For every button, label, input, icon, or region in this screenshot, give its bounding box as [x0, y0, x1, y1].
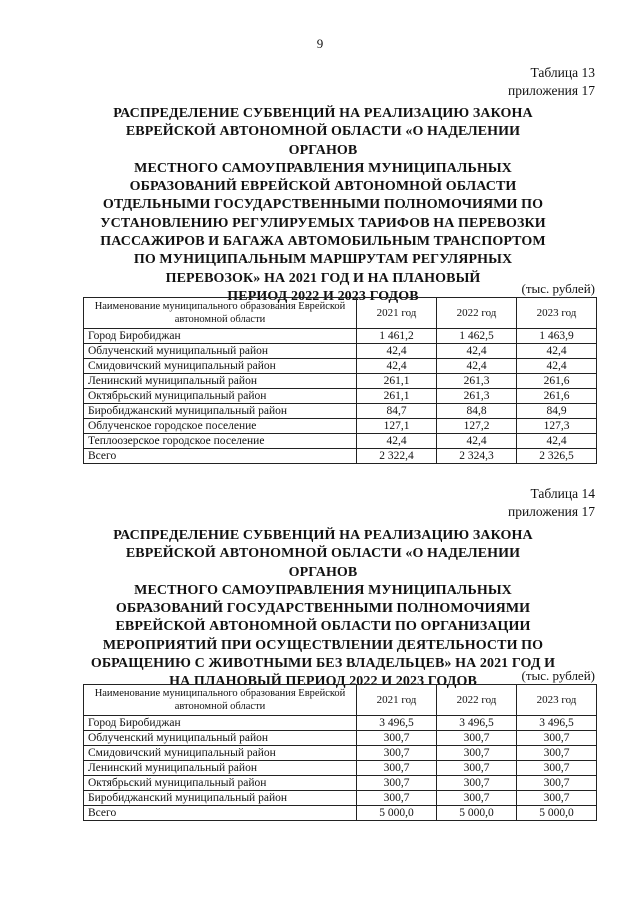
amount-cell: 5 000,0 [437, 806, 517, 821]
column-header-2021: 2021 год [357, 685, 437, 716]
amount-cell: 42,4 [517, 344, 597, 359]
column-header-2022: 2022 год [437, 298, 517, 329]
amount-cell: 2 324,3 [437, 449, 517, 464]
amount-cell: 1 463,9 [517, 329, 597, 344]
municipality-name-cell: Биробиджанский муниципальный район [84, 791, 357, 806]
amount-cell: 261,1 [357, 374, 437, 389]
title-line: ОБРАЗОВАНИЙ ЕВРЕЙСКОЙ АВТОНОМНОЙ ОБЛАСТИ [129, 179, 517, 195]
amount-cell: 5 000,0 [357, 806, 437, 821]
amount-cell: 42,4 [517, 434, 597, 449]
title-line: РАСПРЕДЕЛЕНИЕ СУБВЕНЦИЙ НА РЕАЛИЗАЦИЮ ЗАКОНА [113, 528, 533, 543]
table-row [84, 359, 597, 374]
table-row [84, 344, 597, 359]
column-header-2023: 2023 год [517, 685, 597, 716]
amount-cell: 42,4 [357, 344, 437, 359]
municipality-name-cell: Октябрьский муниципальный район [84, 389, 357, 404]
municipality-name-cell: Город Биробиджан [84, 716, 357, 731]
amount-cell: 3 496,5 [357, 716, 437, 731]
municipality-name-cell: Смидовичский муниципальный район [84, 359, 357, 374]
amount-cell: 300,7 [437, 776, 517, 791]
title-line: ЕВРЕЙСКОЙ АВТОНОМНОЙ ОБЛАСТИ «О НАДЕЛЕНИИ ОРГАНОВ [125, 124, 521, 158]
amount-cell: 84,8 [437, 404, 517, 419]
municipality-name-cell: Всего [84, 806, 357, 821]
municipality-name-cell: Смидовичский муниципальный район [84, 746, 357, 761]
amount-cell: 2 326,5 [517, 449, 597, 464]
amount-cell: 300,7 [357, 761, 437, 776]
table14-unit: (тыс. рублей) [521, 668, 595, 683]
title-line: ЕВРЕЙСКОЙ АВТОНОМНОЙ ОБЛАСТИ ПО ОРГАНИЗАЦИИ [115, 619, 531, 635]
amount-cell: 261,3 [437, 374, 517, 389]
table13-title [95, 105, 551, 306]
title-line: ОБРАЩЕНИЮ С ЖИВОТНЫМИ БЕЗ ВЛАДЕЛЬЦЕВ» НА 2021 ГОД И [90, 656, 556, 672]
table-row [84, 419, 597, 434]
amount-cell: 261,6 [517, 389, 597, 404]
title-line: ОБРАЗОВАНИЙ ГОСУДАРСТВЕННЫМИ ПОЛНОМОЧИЯМИ [115, 601, 531, 617]
table14-label: Таблица 14 [530, 486, 595, 501]
amount-cell: 1 462,5 [437, 329, 517, 344]
municipality-name-cell: Облученский муниципальный район [84, 731, 357, 746]
amount-cell: 127,3 [517, 419, 597, 434]
table13-reference [508, 64, 595, 100]
amount-cell: 42,4 [437, 344, 517, 359]
table-row [84, 374, 597, 389]
amount-cell: 300,7 [517, 746, 597, 761]
amount-cell: 127,1 [357, 419, 437, 434]
amount-cell: 300,7 [357, 791, 437, 806]
table14 [83, 684, 597, 821]
title-line: МЕСТНОГО САМОУПРАВЛЕНИЯ МУНИЦИПАЛЬНЫХ [134, 582, 512, 598]
table13-label: Таблица 13 [530, 65, 595, 80]
title-line: ПЕРИОД 2022 И 2023 ГОДОВ [227, 288, 419, 304]
municipality-name-cell: Облученское городское поселение [84, 419, 357, 434]
table-row [84, 746, 597, 761]
amount-cell: 300,7 [357, 776, 437, 791]
table-row [84, 806, 597, 821]
table-row [84, 761, 597, 776]
municipality-name-cell: Октябрьский муниципальный район [84, 776, 357, 791]
amount-cell: 300,7 [437, 746, 517, 761]
table-row [84, 791, 597, 806]
amount-cell: 300,7 [517, 761, 597, 776]
amount-cell: 5 000,0 [517, 806, 597, 821]
municipality-name-cell: Теплоозерское городское поселение [84, 434, 357, 449]
amount-cell: 127,2 [437, 419, 517, 434]
table-row [84, 716, 597, 731]
amount-cell: 261,1 [357, 389, 437, 404]
table-row [84, 389, 597, 404]
column-header-name: Наименование муниципального образования Еврейской автономной области [84, 298, 357, 329]
amount-cell: 261,6 [517, 374, 597, 389]
amount-cell: 42,4 [437, 434, 517, 449]
amount-cell: 42,4 [517, 359, 597, 374]
table-header-row [84, 685, 597, 716]
municipality-name-cell: Облученский муниципальный район [84, 344, 357, 359]
column-header-2021: 2021 год [357, 298, 437, 329]
municipality-name-cell: Город Биробиджан [84, 329, 357, 344]
title-line: УСТАНОВЛЕНИЮ РЕГУЛИРУЕМЫХ ТАРИФОВ НА ПЕРЕВОЗКИ [100, 215, 546, 231]
title-line: РАСПРЕДЕЛЕНИЕ СУБВЕНЦИЙ НА РЕАЛИЗАЦИЮ ЗАКОНА [113, 106, 533, 121]
table14-reference [508, 485, 595, 521]
table-row [84, 731, 597, 746]
amount-cell: 84,9 [517, 404, 597, 419]
amount-cell: 3 496,5 [517, 716, 597, 731]
table13 [83, 297, 597, 464]
column-header-name: Наименование муниципального образования Еврейской автономной области [84, 685, 357, 716]
amount-cell: 300,7 [357, 731, 437, 746]
amount-cell: 300,7 [437, 761, 517, 776]
title-line: ПЕРЕВОЗОК» НА 2021 ГОД И НА ПЛАНОВЫЙ [165, 270, 481, 286]
table-row [84, 449, 597, 464]
column-header-2023: 2023 год [517, 298, 597, 329]
table-header-row [84, 298, 597, 329]
amount-cell: 84,7 [357, 404, 437, 419]
title-line: МЕСТНОГО САМОУПРАВЛЕНИЯ МУНИЦИПАЛЬНЫХ [134, 160, 512, 176]
table14-title [90, 527, 556, 692]
table-row [84, 329, 597, 344]
amount-cell: 300,7 [517, 731, 597, 746]
amount-cell: 300,7 [437, 791, 517, 806]
table14-appendix: приложения 17 [507, 504, 595, 519]
amount-cell: 261,3 [437, 389, 517, 404]
amount-cell: 1 461,2 [357, 329, 437, 344]
column-header-2022: 2022 год [437, 685, 517, 716]
municipality-name-cell: Ленинский муниципальный район [84, 374, 357, 389]
title-line: ПО МУНИЦИПАЛЬНЫМ МАРШРУТАМ РЕГУЛЯРНЫХ [133, 252, 513, 268]
amount-cell: 300,7 [517, 791, 597, 806]
title-line: МЕРОПРИЯТИЙ ПРИ ОСУЩЕСТВЛЕНИИ ДЕЯТЕЛЬНОСТИ ПО [102, 637, 544, 653]
title-line: ЕВРЕЙСКОЙ АВТОНОМНОЙ ОБЛАСТИ «О НАДЕЛЕНИИ ОРГАНОВ [125, 546, 521, 580]
municipality-name-cell: Всего [84, 449, 357, 464]
amount-cell: 300,7 [437, 731, 517, 746]
municipality-name-cell: Биробиджанский муниципальный район [84, 404, 357, 419]
amount-cell: 2 322,4 [357, 449, 437, 464]
table13-unit: (тыс. рублей) [521, 281, 595, 296]
table-row [84, 404, 597, 419]
title-line: ПАССАЖИРОВ И БАГАЖА АВТОМОБИЛЬНЫМ ТРАНСПОРТОМ [100, 234, 546, 250]
amount-cell: 300,7 [517, 776, 597, 791]
amount-cell: 300,7 [357, 746, 437, 761]
title-line: НА ПЛАНОВЫЙ ПЕРИОД 2022 И 2023 ГОДОВ [169, 674, 477, 690]
page-number: 9 [316, 36, 324, 51]
amount-cell: 42,4 [437, 359, 517, 374]
table13-appendix: приложения 17 [507, 83, 595, 98]
municipality-name-cell: Ленинский муниципальный район [84, 761, 357, 776]
title-line: ОТДЕЛЬНЫМИ ГОСУДАРСТВЕННЫМИ ПОЛНОМОЧИЯМИ ПО [102, 197, 544, 213]
amount-cell: 3 496,5 [437, 716, 517, 731]
amount-cell: 42,4 [357, 359, 437, 374]
table-row [84, 434, 597, 449]
table-row [84, 776, 597, 791]
amount-cell: 42,4 [357, 434, 437, 449]
